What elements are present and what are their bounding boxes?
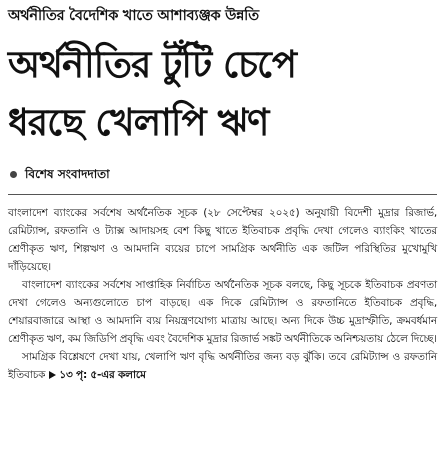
paragraph-2: বাংলাদেশ ব্যাংকের সর্বশেষ সাপ্তাহিক নির্বাচিত অর্থনৈতিক সূচক বলছে, কিছু সূচকে ইতিবাচক প্রবণতা দেখা গেলেও অন্যগুলোতে চাপ বাড়ছে। এক দিকে রেমিট্যান্স ও রফতানিতে ইতিবাচক প্রবৃদ্ধি, শেয়ারবাজারে আস্থা ও আমদানি ব্যয় নিয়ন্ত্রণযোগ্য মাত্রায় আছে। অন্য দিকে উচ্চ মুদ্রাস্ফীতি, ক্রমবর্ধমান শ্রেণীকৃত ঋণ, কম জিডিপি প্রবৃদ্ধি এবং বৈদেশিক মুদ্রার রিজার্ভ সঙ্কট অর্থনীতিকে অনিশ্চয়তায় ঠেলে দিচ্ছে।	[8, 279, 437, 345]
byline	[8, 166, 437, 182]
article-kicker: অর্থনীতির বৈদেশিক খাতে আশাব্যঞ্জক উন্নতি	[8, 8, 259, 24]
continuation-note	[45, 369, 145, 381]
paragraph-3-text: সামগ্রিক বিশ্লেষণে দেখা যায়, খেলাপি ঋণ বৃদ্ধি অর্থনীতির জন্য বড় ঝুঁকি। তবে রেমিট্যান্স ও রফতানি ইতিবাচক	[8, 351, 438, 381]
paragraph-3	[8, 348, 437, 384]
byline-text: বিশেষ সংবাদদাতা	[25, 167, 110, 181]
bullet-icon	[10, 171, 17, 178]
headline-line-1: অর্থনীতির টুঁটি চেপে	[8, 43, 297, 86]
article-headline	[8, 36, 437, 152]
article-body	[8, 204, 437, 384]
divider	[8, 194, 437, 195]
paragraph-1: বাংলাদেশ ব্যাংকের সর্বশেষ অর্থনৈতিক সূচক (২৮ সেপ্টেম্বর ২০২৫) অনুযায়ী বিদেশী মুদ্রার রিজার্ভ, রেমিট্যান্স, রফতানি ও ট্যাক্স আদায়সহ বেশ কিছু খাতে ইতিবাচক প্রবৃদ্ধি দেখা গেলেও ব্যাংকিং খাতের শ্রেণীকৃত ঋণ, শিল্পঋণ ও আমদানি ব্যয়ের চাপে সামগ্রিক অর্থনীতি এক জটিল পরিস্থিতির মুখোমুখি দাঁড়িয়েছে।	[8, 207, 437, 273]
continuation-text: ১৩ পৃ: ৫-এর কলামে	[59, 369, 146, 381]
triangle-arrow-icon	[49, 371, 56, 379]
headline-line-2: ধরছে খেলাপি ঋণ	[8, 101, 269, 144]
